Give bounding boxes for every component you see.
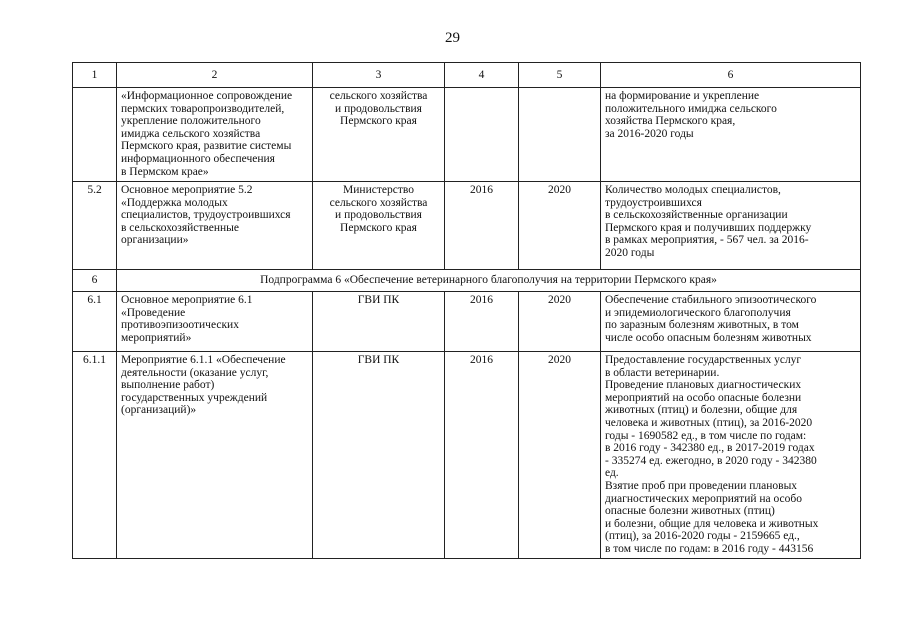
subprogram-title: Подпрограмма 6 «Обеспечение ветеринарного благополучия на территории Пермского края» bbox=[117, 270, 861, 292]
measure-name: Мероприятие 6.1.1 «Обеспечение деятельности (оказание услуг, выполнение работ) государственных учреждений (организаций)» bbox=[117, 352, 313, 559]
end-year: 2020 bbox=[519, 292, 601, 352]
page-number: 29 bbox=[445, 30, 460, 46]
expected-result: Предоставление государственных услуг в области ветеринарии. Проведение плановых диагностических мероприятий на особо опасные болезни животных (птиц) и болезни, общие для человека и животных (птиц), за 2016-2020 годы - 1690582 ед., в том числе по годам: в 2016 году - 342380 ед., в 2017-2019 годах - 335274 ед. ежегодно, в 2020 году - 342380 ед. Взятие проб при проведении плановых диагностических мероприятий на особо опасные болезни животных (птиц) и болезни, общие для человека и животных (птиц), за 2016-2020 годы - 2159665 ед., в том числе по годам: в 2016 году - 443156 bbox=[601, 352, 861, 559]
row-number bbox=[73, 88, 117, 182]
header-col-2: 2 bbox=[117, 63, 313, 88]
measure-name: Основное мероприятие 5.2 «Поддержка молодых специалистов, трудоустроившихся в сельскохозяйственные организации» bbox=[117, 182, 313, 270]
table-row bbox=[73, 182, 861, 270]
start-year bbox=[445, 88, 519, 182]
start-year: 2016 bbox=[445, 352, 519, 559]
expected-result: на формирование и укрепление положительного имиджа сельского хозяйства Пермского края, за 2016-2020 годы bbox=[601, 88, 861, 182]
subprogram-row bbox=[73, 270, 861, 292]
row-number: 6.1 bbox=[73, 292, 117, 352]
measure-name: «Информационное сопровождение пермских товаропроизводителей, укрепление положительного имиджа сельского хозяйства Пермского края, развитие системы информационного обеспечения в Пермском крае» bbox=[117, 88, 313, 182]
header-col-6: 6 bbox=[601, 63, 861, 88]
header-col-4: 4 bbox=[445, 63, 519, 88]
header-col-3: 3 bbox=[313, 63, 445, 88]
row-number: 6.1.1 bbox=[73, 352, 117, 559]
expected-result: Количество молодых специалистов, трудоустроившихся в сельскохозяйственные организации Пермского края и получивших поддержку в рамках мероприятия, - 567 чел. за 2016- 2020 годы bbox=[601, 182, 861, 270]
executor: сельского хозяйства и продовольствия Пермского края bbox=[313, 88, 445, 182]
table-header-row bbox=[73, 63, 861, 88]
program-table bbox=[72, 62, 861, 559]
start-year: 2016 bbox=[445, 292, 519, 352]
subprogram-number: 6 bbox=[73, 270, 117, 292]
table-row bbox=[73, 352, 861, 559]
end-year: 2020 bbox=[519, 352, 601, 559]
executor: Министерство сельского хозяйства и продовольствия Пермского края bbox=[313, 182, 445, 270]
expected-result: Обеспечение стабильного эпизоотического и эпидемиологического благополучия по заразным болезням животных, в том числе особо опасным болезням животных bbox=[601, 292, 861, 352]
table-row bbox=[73, 292, 861, 352]
row-number: 5.2 bbox=[73, 182, 117, 270]
table-row bbox=[73, 88, 861, 182]
header-col-5: 5 bbox=[519, 63, 601, 88]
header-col-1: 1 bbox=[73, 63, 117, 88]
measure-name: Основное мероприятие 6.1 «Проведение противоэпизоотических мероприятий» bbox=[117, 292, 313, 352]
executor: ГВИ ПК bbox=[313, 292, 445, 352]
executor: ГВИ ПК bbox=[313, 352, 445, 559]
end-year bbox=[519, 88, 601, 182]
start-year: 2016 bbox=[445, 182, 519, 270]
end-year: 2020 bbox=[519, 182, 601, 270]
